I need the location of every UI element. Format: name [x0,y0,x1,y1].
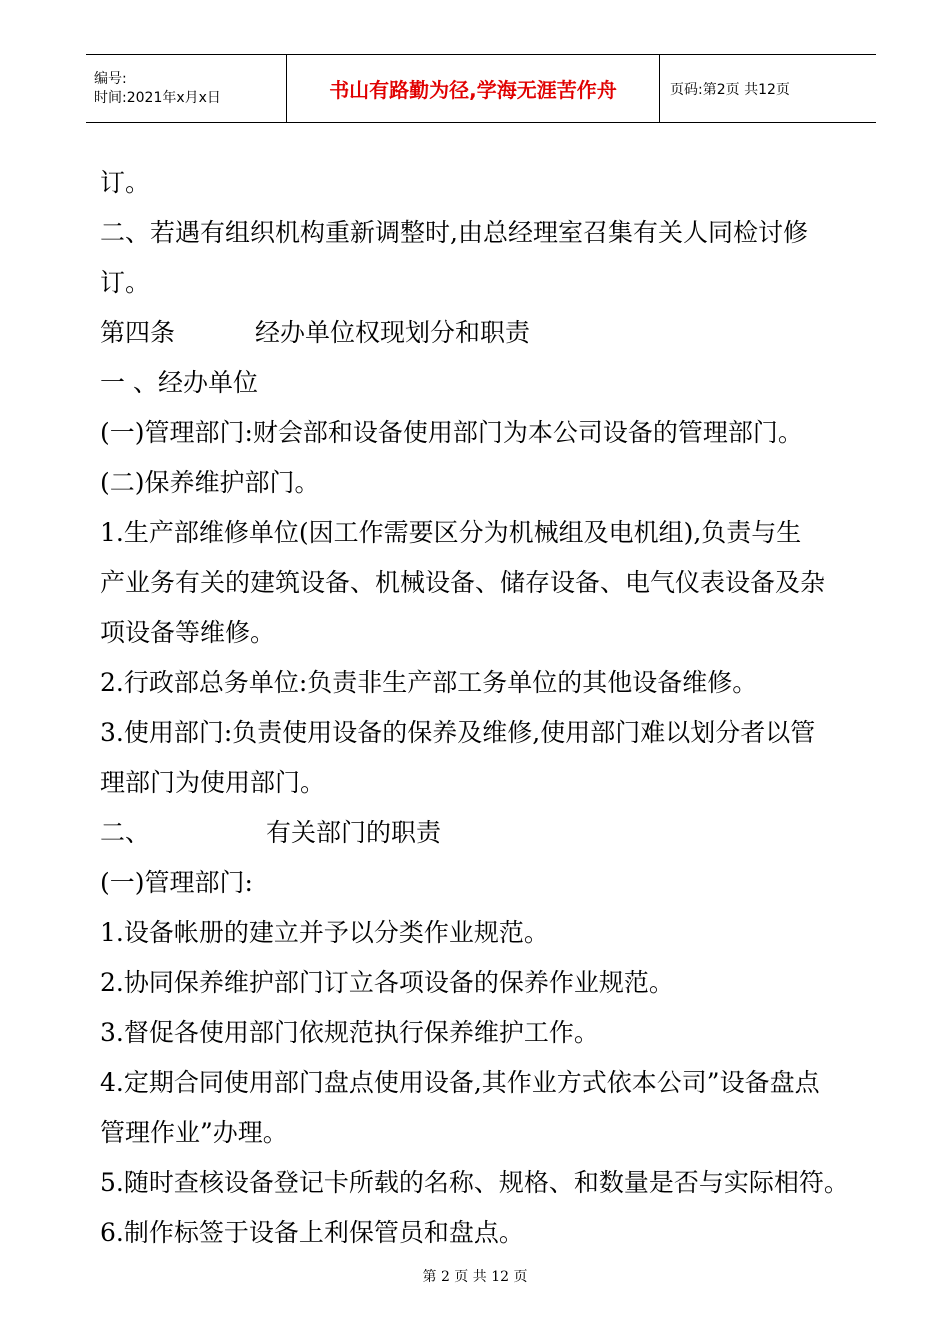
article-4-title: 经办单位权现划分和职责 [255,318,531,347]
body-line: 1.生产部维修单位(因工作需要区分为机械组及电机组),负责与生 [100,518,802,547]
body-line: 二、若遇有组织机构重新调整时,由总经理室召集有关人同检讨修 [100,218,808,247]
document-number-label: 编号: [94,70,127,87]
section-2-label: 二、 [100,818,151,847]
document-body [100,158,870,1258]
header-slogan-cell [286,55,660,122]
body-line: 2.协同保养维护部门订立各项设备的保养作业规范。 [100,968,674,997]
article-4-label: 第四条 [100,318,176,347]
body-line: 2.行政部总务单位:负责非生产部工务单位的其他设备维修。 [100,668,758,697]
header-meta [86,55,286,122]
header-page-info-cell [660,55,790,122]
body-line: 产业务有关的建筑设备、机械设备、储存设备、电气仪表设备及杂 [100,568,826,597]
body-line: 管理作业”办理。 [100,1118,288,1147]
page-header [86,54,876,123]
body-line: 项设备等维修。 [100,618,276,647]
section-2-heading [100,808,870,858]
header-page-info: 页码:第2页 共12页 [670,81,790,98]
body-line: 3.使用部门:负责使用设备的保养及维修,使用部门难以划分者以管 [100,718,816,747]
body-line: (一)管理部门:财会部和设备使用部门为本公司设备的管理部门。 [100,418,803,447]
body-line: 订。 [100,268,151,297]
body-line: 3.督促各使用部门依规范执行保养维护工作。 [100,1018,599,1047]
body-line: (二)保养维护部门。 [100,468,320,497]
header-slogan: 书山有路勤为径,学海无涯苦作舟 [329,78,617,102]
body-line: 1.设备帐册的建立并予以分类作业规范。 [100,918,549,947]
section-2-title: 有关部门的职责 [266,818,442,847]
body-line: 一 、经办单位 [100,368,258,397]
footer-page-number: 第 2 页 共 12 页 [422,1269,528,1285]
body-line: 6.制作标签于设备上利保管员和盘点。 [100,1218,524,1247]
body-line: 4.定期合同使用部门盘点使用设备,其作业方式依本公司”设备盘点 [100,1068,820,1097]
page-footer [0,1266,950,1286]
body-line: 理部门为使用部门。 [100,768,326,797]
body-line: 订。 [100,168,151,197]
article-4-heading [100,308,870,358]
body-line: 5.随时查核设备登记卡所载的名称、规格、和数量是否与实际相符。 [100,1168,849,1197]
document-time: 时间:2021年x月x日 [94,89,221,106]
body-line: (一)管理部门: [100,868,253,897]
